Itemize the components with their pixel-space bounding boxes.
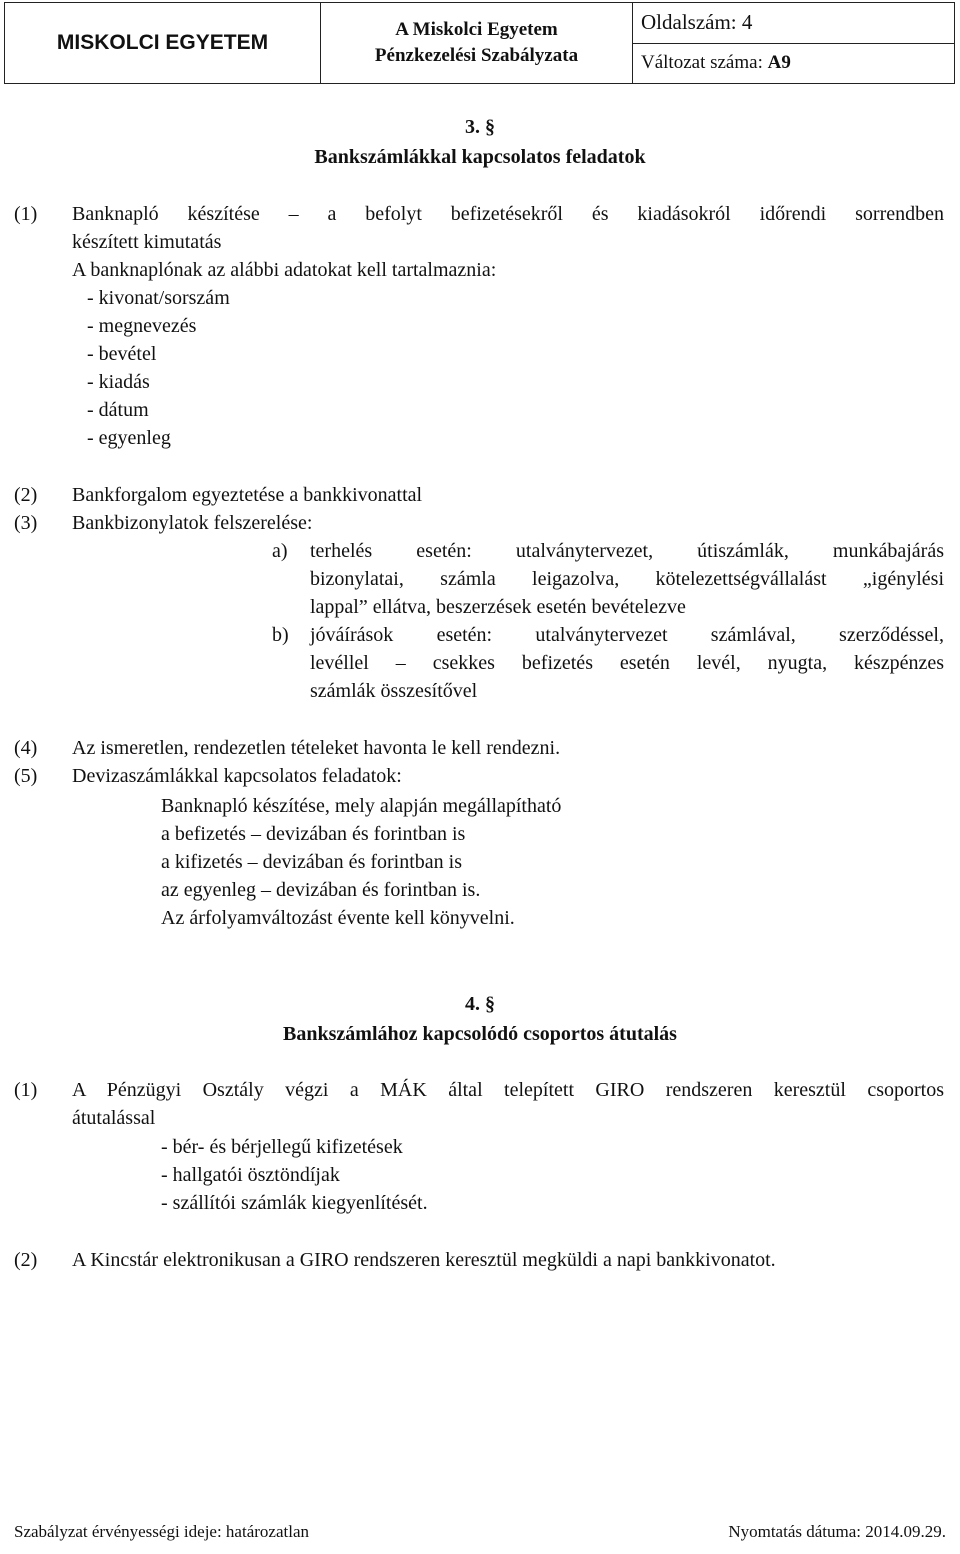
s3-p5-line: a befizetés – devizában és forintban is: [161, 823, 466, 845]
section4-title: Bankszámlához kapcsolódó csoportos átutalás: [283, 1023, 677, 1045]
item-b-line2: levéllel – csekkes befizetés esetén levél, nyugta, készpénzes: [310, 652, 944, 674]
item-a-label: a): [272, 540, 288, 562]
footer-validity: Szabályzat érvényességi ideje: határozatlan: [14, 1522, 309, 1541]
org-name: MISKOLCI EGYETEM: [5, 3, 321, 83]
list-item: - szállítói számlák kiegyenlítését.: [161, 1192, 428, 1214]
doc-title-line1: A Miskolci Egyetem: [395, 19, 558, 40]
s4-p2-number: (2): [14, 1249, 38, 1271]
s3-p4-text: Az ismeretlen, rendezetlen tételeket havonta le kell rendezni.: [72, 737, 561, 759]
s3-p5-line: a kifizetés – devizában és forintban is: [161, 851, 462, 873]
section3-number: 3. §: [465, 116, 495, 138]
list-item: - hallgatói ösztöndíjak: [161, 1164, 340, 1186]
s3-p5-line: az egyenleg – devizában és forintban is.: [161, 879, 481, 901]
list-item: - kivonat/sorszám: [87, 287, 230, 309]
s3-p1-line2: készített kimutatás: [72, 231, 222, 253]
document-title: [321, 3, 633, 83]
section3-title: Bankszámlákkal kapcsolatos feladatok: [314, 146, 646, 168]
list-item: - megnevezés: [87, 315, 197, 337]
section-sign-icon: §: [485, 993, 495, 1015]
section4-number: 4. §: [465, 993, 495, 1015]
s3-p3-number: (3): [14, 512, 38, 534]
s3-p2-text: Bankforgalom egyeztetése a bankkivonattal: [72, 484, 423, 506]
item-a-line1: terhelés esetén: utalványtervezet, útiszámlák, munkábajárás: [310, 540, 944, 562]
s4-p1-line2: átutalással: [72, 1107, 156, 1129]
s4-p1-number: (1): [14, 1079, 38, 1101]
s3-p5-line: Banknapló készítése, mely alapján megállapítható: [161, 795, 562, 817]
s3-p1-number: (1): [14, 203, 38, 225]
list-item: - dátum: [87, 399, 149, 421]
list-item: - bevétel: [87, 343, 157, 365]
item-b-line1: jóváírások esetén: utalványtervezet számlával, szerződéssel,: [310, 624, 944, 646]
doc-title-line2: Pénzkezelési Szabályzata: [374, 45, 579, 66]
section-sign-icon: §: [485, 116, 495, 138]
s3-p4-number: (4): [14, 737, 38, 759]
item-b-label: b): [272, 624, 289, 646]
s3-p1-line1: Banknapló készítése – a befolyt befizetésekről és kiadásokról időrendi sorrendben: [72, 203, 944, 225]
item-a-line3: lappal” ellátva, beszerzések esetén bevételezve: [310, 596, 686, 618]
s3-p5-text: Devizaszámlákkal kapcsolatos feladatok:: [72, 765, 402, 787]
s4-p2-text: A Kincstár elektronikusan a GIRO rendszeren keresztül megküldi a napi bankkivonatot.: [72, 1249, 776, 1271]
list-item: - egyenleg: [87, 427, 171, 449]
page-info: [633, 3, 954, 83]
s3-p5-number: (5): [14, 765, 38, 787]
list-item: - kiadás: [87, 371, 150, 393]
page-number: Oldalszám: 4: [633, 3, 954, 44]
footer-print-date: Nyomtatás dátuma: 2014.09.29.: [728, 1522, 946, 1541]
s3-p3-text: Bankbizonylatok felszerelése:: [72, 512, 313, 534]
s3-p2-number: (2): [14, 484, 38, 506]
item-b-line3: számlák összesítővel: [310, 680, 478, 702]
version: Változat száma: A9: [641, 52, 791, 73]
item-a-line2: bizonylatai, számla leigazolva, kötelezettségvállalást „igénylési: [310, 568, 944, 590]
list-item: - bér- és bérjellegű kifizetések: [161, 1136, 403, 1158]
s3-p5-line: Az árfolyamváltozást évente kell könyvelni.: [161, 907, 515, 929]
s4-p1-line1: A Pénzügyi Osztály végzi a MÁK által telepített GIRO rendszeren keresztül csoportos: [72, 1079, 944, 1101]
header-table: [4, 2, 955, 84]
s3-p1-line3: A banknaplónak az alábbi adatokat kell tartalmaznia:: [72, 259, 497, 281]
